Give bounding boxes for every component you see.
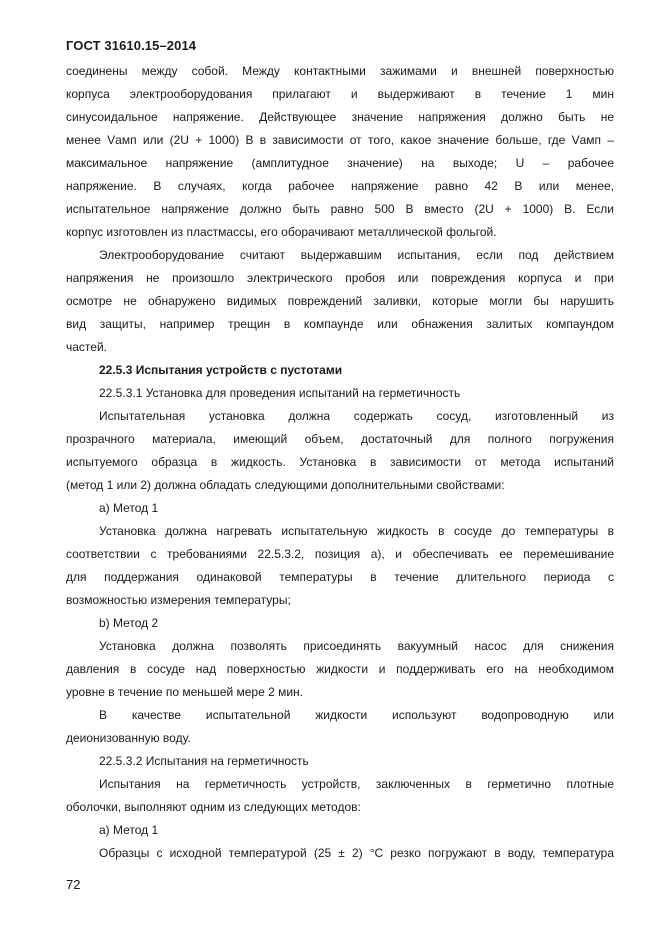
text-line: испытательное напряжение должно быть равно 500 В вместо (2U + 1000) В. Если [66,202,614,216]
text-line: частей. [66,340,107,354]
text-line: Установка должна позволять присоединять вакуумный насос для снижения [99,639,614,653]
text-line: В качестве испытательной жидкости используют водопроводную или [99,708,614,722]
text-line: деионизованную воду. [66,731,191,745]
text-line: a) Метод 1 [99,823,159,837]
text-line: соединены между собой. Между контактными зажимами и внешней поверхностью [66,64,614,78]
text-line: испытуемого образца в жидкость. Установка в зависимости от метода испытаний [66,455,614,469]
text-line: (метод 1 или 2) должна обладать следующими дополнительными свойствами: [66,478,505,492]
text-line: возможностью измерения температуры; [66,593,291,607]
text-line: Электрооборудование считают выдержавшим испытания, если под действием [99,248,614,262]
text-line: максимальное напряжение (амплитудное значение) на выходе; U – рабочее [66,156,614,170]
text-line: прозрачного материала, имеющий объем, достаточный для полного погружения [66,432,614,446]
section-heading-line: 22.5.3 Испытания устройств с пустотами [99,363,343,377]
text-line: Установка должна нагревать испытательную жидкость в сосуде до температуры в [99,524,614,538]
text-line: напряжения не произошло электрического пробоя или повреждения корпуса и при [66,271,614,285]
text-line: менее Vамп или (2U + 1000) В в зависимости от того, какое значение больше, где Vамп – [66,133,614,147]
text-line: 22.5.3.2 Испытания на герметичность [99,754,309,768]
text-line: Испытательная установка должна содержать сосуд, изготовленный из [99,409,614,423]
text-line: оболочки, выполняют одним из следующих методов: [66,800,361,814]
page-number: 72 [66,877,81,892]
text-line: вид защиты, например трещин в компаунде или обнажения залитых компаундом [66,317,614,331]
text-line: корпуса электрооборудования прилагают и выдерживают в течение 1 мин [66,87,614,101]
text-line: для поддержания одинаковой температуры в течение длительного периода с [66,570,614,584]
text-line: осмотре не обнаружено видимых повреждений заливки, которые могли бы нарушить [66,294,614,308]
text-line: 22.5.3.1 Установка для проведения испытаний на герметичность [99,386,461,400]
document-header: ГОСТ 31610.15–2014 [66,38,197,53]
document-body [66,60,614,865]
text-line: уровне в течение по меньшей мере 2 мин. [66,685,304,699]
text-line: b) Метод 2 [99,616,159,630]
text-line: давления в сосуде над поверхностью жидкости и поддерживать его на необходимом [66,662,614,676]
text-line: Образцы с исходной температурой (25 ± 2) °С резко погружают в воду, температура [99,846,614,860]
text-line: корпус изготовлен из пластмассы, его оборачивают металлической фольгой. [66,225,497,239]
text-line: a) Метод 1 [99,501,159,515]
text-line: синусоидальное напряжение. Действующее значение напряжения должно быть не [66,110,614,124]
text-line: напряжение. В случаях, когда рабочее напряжение равно 42 В или менее, [66,179,614,193]
text-line: Испытания на герметичность устройств, заключенных в герметично плотные [99,777,614,791]
text-line: соответствии с требованиями 22.5.3.2, позиция a), и обеспечивать ее перемешивание [66,547,614,561]
